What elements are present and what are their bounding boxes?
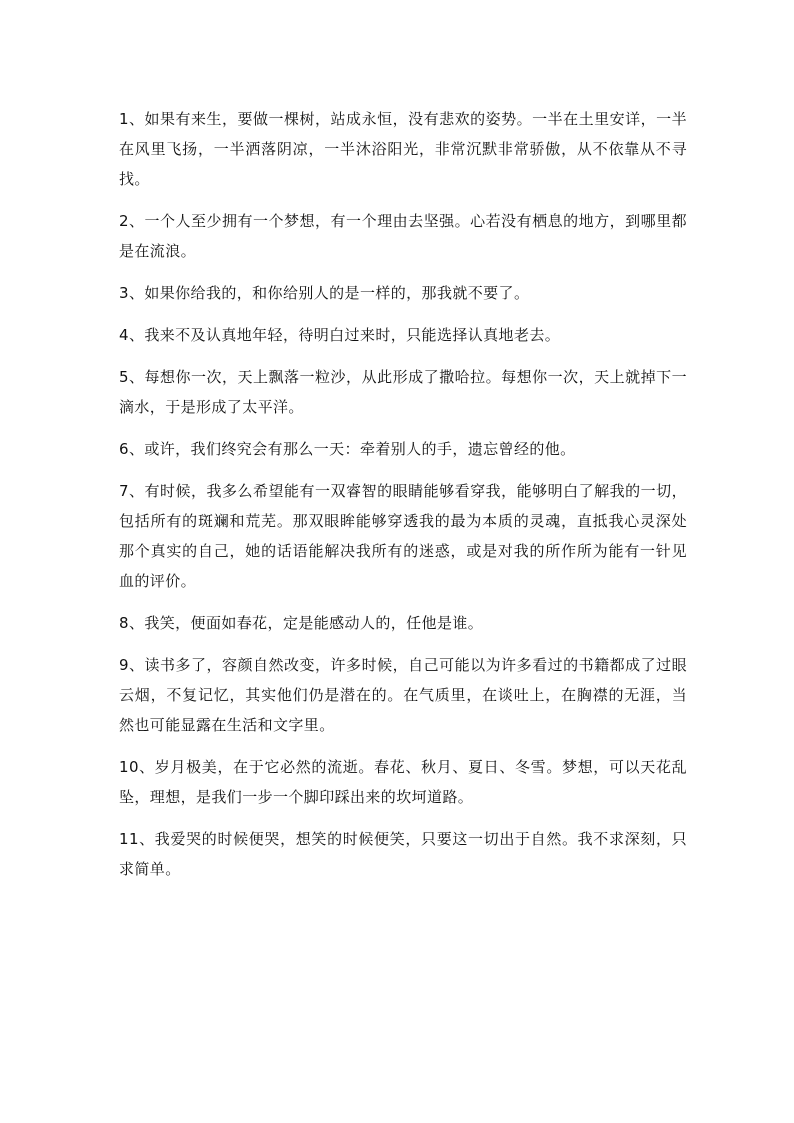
quote-item-10: 10、岁月极美，在于它必然的流逝。春花、秋月、夏日、冬雪。梦想，可以天花乱坠，理想，是我们一步一个脚印踩出来的坎坷道路。 — [119, 758, 687, 806]
quote-item-5: 5、每想你一次，天上飘落一粒沙，从此形成了撒哈拉。每想你一次，天上就掉下一滴水，于是形成了太平洋。 — [119, 368, 687, 416]
quote-list — [119, 104, 687, 896]
quote-item-4: 4、我来不及认真地年轻，待明白过来时，只能选择认真地老去。 — [119, 326, 561, 344]
quote-item-1: 1、如果有来生，要做一棵树，站成永恒，没有悲欢的姿势。一半在土里安详，一半在风里飞扬，一半洒落阴凉，一半沐浴阳光，非常沉默非常骄傲，从不依靠从不寻找。 — [119, 110, 687, 188]
quote-item-9: 9、读书多了，容颜自然改变，许多时候，自己可能以为许多看过的书籍都成了过眼云烟，不复记忆，其实他们仍是潜在的。在气质里，在谈吐上，在胸襟的无涯，当然也可能显露在生活和文字里。 — [119, 656, 687, 734]
quote-item-3: 3、如果你给我的，和你给别人的是一样的，那我就不要了。 — [119, 284, 530, 302]
quote-item-11: 11、我爱哭的时候便哭，想笑的时候便笑，只要这一切出于自然。我不求深刻，只求简单。 — [119, 830, 687, 878]
quote-item-6: 6、或许，我们终究会有那么一天：牵着别人的手，遗忘曾经的他。 — [119, 440, 576, 458]
quote-item-7: 7、有时候，我多么希望能有一双睿智的眼睛能够看穿我，能够明白了解我的一切，包括所有的斑斓和荒芜。那双眼眸能够穿透我的最为本质的灵魂，直抵我心灵深处那个真实的自己，她的话语能解决我所有的迷惑，或是对我的所作所为能有一针见血的评价。 — [119, 482, 687, 590]
quote-item-2: 2、一个人至少拥有一个梦想，有一个理由去坚强。心若没有栖息的地方，到哪里都是在流浪。 — [119, 212, 687, 260]
quote-item-8: 8、我笑，便面如春花，定是能感动人的，任他是谁。 — [119, 614, 484, 632]
